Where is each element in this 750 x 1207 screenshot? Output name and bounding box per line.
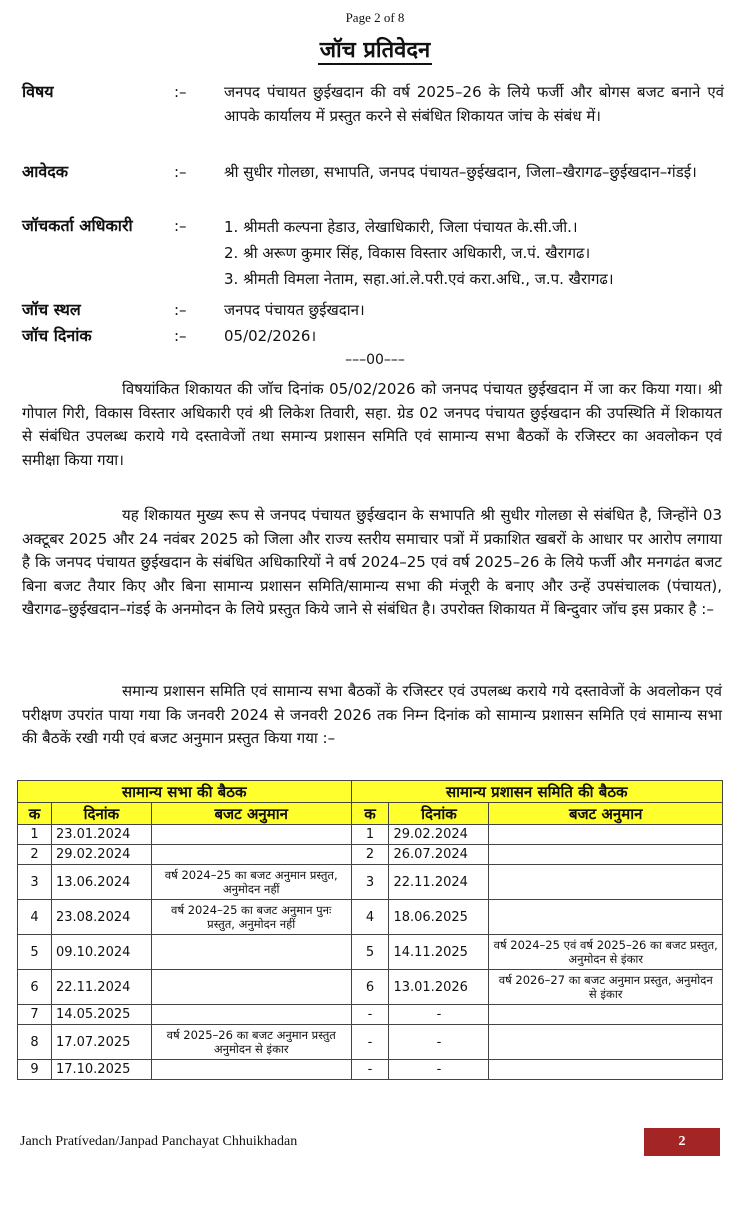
row-date: 22.11.2024 bbox=[389, 865, 489, 900]
row-date: 17.07.2025 bbox=[51, 1025, 151, 1060]
table-row bbox=[18, 900, 723, 935]
row-date: - bbox=[389, 1060, 489, 1080]
group-header-general-assembly: सामान्य सभा की बैठक bbox=[18, 781, 352, 803]
row-budget bbox=[489, 825, 723, 845]
row-budget bbox=[151, 1005, 351, 1025]
row-number: 9 bbox=[18, 1060, 52, 1080]
row-date: - bbox=[389, 1025, 489, 1060]
row-budget bbox=[489, 865, 723, 900]
meta-separator: :– bbox=[174, 217, 187, 235]
row-budget bbox=[489, 845, 723, 865]
footer-page-number: 2 bbox=[644, 1128, 720, 1156]
row-number: 5 bbox=[18, 935, 52, 970]
row-date: 22.11.2024 bbox=[51, 970, 151, 1005]
row-number: - bbox=[351, 1025, 389, 1060]
meta-subject bbox=[22, 80, 722, 152]
table-row bbox=[18, 825, 723, 845]
row-budget bbox=[151, 970, 351, 1005]
row-date: 23.01.2024 bbox=[51, 825, 151, 845]
table-column-header bbox=[18, 803, 723, 825]
row-budget: वर्ष 2024–25 का बजट अनुमान पुनः प्रस्तुत, अनुमोदन नहीं bbox=[151, 900, 351, 935]
row-budget bbox=[151, 935, 351, 970]
meta-separator: :– bbox=[174, 301, 187, 319]
meta-value: जनपद पंचायत छुईखदान की वर्ष 2025–26 के लिये फर्जी और बोगस बजट बनाने एवं आपके कार्यालय में प्रस्तुत करने से संबंधित शिकायत जांच के संबंध में। bbox=[224, 83, 724, 125]
page-label: Page 2 of 8 bbox=[345, 10, 405, 25]
row-date: 26.07.2024 bbox=[389, 845, 489, 865]
row-number: - bbox=[351, 1060, 389, 1080]
col-header-budget: बजट अनुमान bbox=[151, 803, 351, 825]
footer-text: Janch Pratívedan/Janpad Panchayat Chhuikhadan bbox=[20, 1134, 298, 1149]
row-budget bbox=[151, 845, 351, 865]
section-divider: –––00––– bbox=[345, 352, 405, 368]
meta-label: आवेदक bbox=[22, 162, 69, 181]
row-number: 2 bbox=[18, 845, 52, 865]
meta-label: विषय bbox=[22, 82, 54, 101]
row-number: 4 bbox=[351, 900, 389, 935]
meta-label: जॉच स्थल bbox=[22, 300, 81, 319]
row-date: 09.10.2024 bbox=[51, 935, 151, 970]
row-budget bbox=[151, 825, 351, 845]
row-date: - bbox=[389, 1005, 489, 1025]
row-number: 6 bbox=[351, 970, 389, 1005]
row-number: 2 bbox=[351, 845, 389, 865]
col-header-date: दिनांक bbox=[389, 803, 489, 825]
row-date: 14.11.2025 bbox=[389, 935, 489, 970]
row-date: 13.06.2024 bbox=[51, 865, 151, 900]
row-number: - bbox=[351, 1005, 389, 1025]
row-number: 4 bbox=[18, 900, 52, 935]
meta-value: 05/02/2026। bbox=[224, 327, 317, 345]
row-budget bbox=[151, 1060, 351, 1080]
row-number: 5 bbox=[351, 935, 389, 970]
meta-separator: :– bbox=[174, 163, 187, 181]
row-date: 23.08.2024 bbox=[51, 900, 151, 935]
paragraph: विषयांकित शिकायत की जॉच दिनांक 05/02/2026 को जनपद पंचायत छुईखदान में जा कर किया गया। श्री गोपाल गिरी, विकास विस्तार अधिकारी एवं श्री लिकेश तिवारी, सहा. ग्रेड 02 जनपद पंचायत छुईखदान की उपस्थिति में शिकायत से संबंधित उपलब्ध कराये गये दस्तावेजों तथा समान्य प्रशासन समिति एवं सामान्य सभा बैठकों के रजिस्टर का अवलोकन एवं समीक्षा किया गया। bbox=[22, 380, 722, 469]
row-number: 3 bbox=[18, 865, 52, 900]
row-budget: वर्ष 2026–27 का बजट अनुमान प्रस्तुत, अनुमोदन से इंकार bbox=[489, 970, 723, 1005]
table-group-header bbox=[18, 781, 723, 803]
row-budget bbox=[489, 900, 723, 935]
col-header-budget: बजट अनुमान bbox=[489, 803, 723, 825]
meta-value: जनपद पंचायत छुईखदान। bbox=[224, 301, 365, 319]
row-budget bbox=[489, 1060, 723, 1080]
col-header-no: क bbox=[351, 803, 389, 825]
officer-item: 1. श्रीमती कल्पना हेडाउ, लेखाधिकारी, जिला पंचायत के.सी.जी.। bbox=[224, 218, 578, 236]
table-row bbox=[18, 845, 723, 865]
col-header-no: क bbox=[18, 803, 52, 825]
row-budget: वर्ष 2025–26 का बजट अनुमान प्रस्तुत अनुमोदन से इंकार bbox=[151, 1025, 351, 1060]
meta-separator: :– bbox=[174, 83, 187, 101]
table-row bbox=[18, 1060, 723, 1080]
meta-officers bbox=[22, 214, 722, 294]
paragraph: यह शिकायत मुख्य रूप से जनपद पंचायत छुईखदान के सभापति श्री सुधीर गोलछा से संबंधित है, जिन्होंने 03 अक्टूबर 2025 और 24 नवंबर 2025 को जिला और राज्य स्तरीय समाचार पत्रों में प्रकाशित खबरों के आधार पर आरोप लगाया है कि जनपद पंचायत छुईखदान के संबंधित अधिकारियों ने वर्ष 2024–25 एवं वर्ष 2025–26 के लिये फर्जी और मनगढंत बजट बिना बजट तैयार किए और बिना सामान्य प्रशासन समिति/सामान्य सभा की मंजूरी के बनाए और उन्हें उपसंचालक (पंचायत), खैरागढ–छुईखदान–गंडई के अनमोदन के लिये प्रस्तुत किये जाने से संबंधित है। उपरोक्त शिकायत में बिन्दुवार जॉच इस प्रकार है :– bbox=[22, 506, 722, 618]
meta-label: जॉच दिनांक bbox=[22, 326, 92, 345]
table-row bbox=[18, 865, 723, 900]
table-row bbox=[18, 1025, 723, 1060]
row-date: 18.06.2025 bbox=[389, 900, 489, 935]
row-number: 8 bbox=[18, 1025, 52, 1060]
meetings-table bbox=[17, 780, 723, 1080]
row-date: 17.10.2025 bbox=[51, 1060, 151, 1080]
row-budget: वर्ष 2024–25 का बजट अनुमान प्रस्तुत, अनुमोदन नहीं bbox=[151, 865, 351, 900]
meta-date bbox=[22, 324, 722, 348]
meta-applicant bbox=[22, 160, 722, 208]
meta-location bbox=[22, 298, 722, 322]
meta-label: जॉचकर्ता अधिकारी bbox=[22, 216, 133, 235]
row-budget: वर्ष 2024–25 एवं वर्ष 2025–26 का बजट प्रस्तुत, अनुमोदन से इंकार bbox=[489, 935, 723, 970]
row-budget bbox=[489, 1025, 723, 1060]
row-budget bbox=[489, 1005, 723, 1025]
col-header-date: दिनांक bbox=[51, 803, 151, 825]
row-number: 3 bbox=[351, 865, 389, 900]
meta-separator: :– bbox=[174, 327, 187, 345]
meta-value: श्री सुधीर गोलछा, सभापति, जनपद पंचायत–छुईखदान, जिला–खैरागढ–छुईखदान–गंडई। bbox=[224, 163, 697, 181]
row-number: 7 bbox=[18, 1005, 52, 1025]
row-number: 1 bbox=[351, 825, 389, 845]
officer-item: 3. श्रीमती विमला नेताम, सहा.आं.ले.परी.एवं करा.अधि., ज.प. खैरागढ। bbox=[224, 270, 614, 288]
row-date: 29.02.2024 bbox=[389, 825, 489, 845]
row-number: 6 bbox=[18, 970, 52, 1005]
officer-item: 2. श्री अरूण कुमार सिंह, विकास विस्तार अधिकारी, ज.पं. खैरागढ। bbox=[224, 244, 591, 262]
table-row bbox=[18, 1005, 723, 1025]
table-row bbox=[18, 935, 723, 970]
row-number: 1 bbox=[18, 825, 52, 845]
group-header-admin-committee: सामान्य प्रशासन समिति की बैठक bbox=[351, 781, 722, 803]
officer-list bbox=[224, 214, 724, 292]
row-date: 13.01.2026 bbox=[389, 970, 489, 1005]
row-date: 29.02.2024 bbox=[51, 845, 151, 865]
paragraph: समान्य प्रशासन समिति एवं सामान्य सभा बैठकों के रजिस्टर एवं उपलब्ध कराये गये दस्तावेजों के अवलोकन एवं परीक्षण उपरांत पाया गया कि जनवरी 2024 से जनवरी 2026 तक निम्न दिनांक को सामान्य प्रशासन समिति एवं सामान्य सभा की बैठकें रखी गयी एवं बजट अनुमान प्रस्तुत किया गया :– bbox=[22, 682, 722, 747]
table-row bbox=[18, 970, 723, 1005]
row-date: 14.05.2025 bbox=[51, 1005, 151, 1025]
document-title: जॉच प्रतिवेदन bbox=[319, 38, 431, 63]
